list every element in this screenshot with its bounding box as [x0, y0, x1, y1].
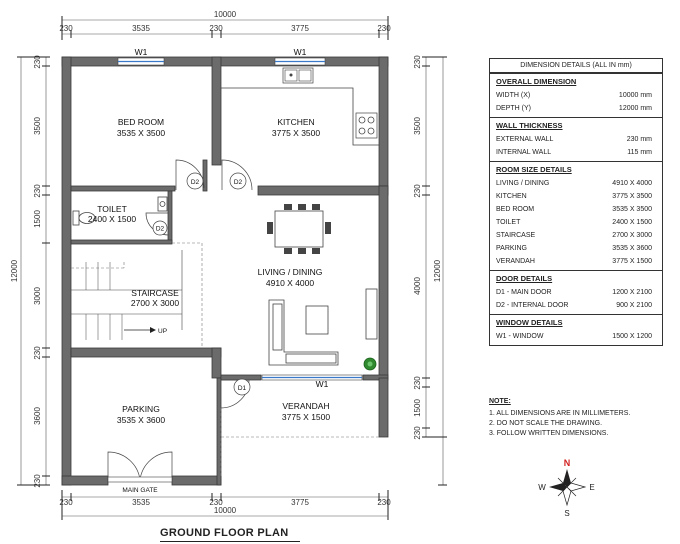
staircase-name: STAIRCASE: [131, 288, 179, 298]
toilet-size: 2400 X 1500: [87, 214, 137, 224]
door-tag-main: D1: [237, 385, 247, 392]
door-tag-toilet: D2: [155, 225, 165, 233]
dim-right-wall-1: 230: [413, 55, 422, 69]
row-label: D1 - MAIN DOOR: [496, 289, 552, 296]
dim-top-wall-1: 230: [59, 24, 73, 33]
room-size-section: [490, 161, 662, 270]
dim-bottom-verandah-width: 3775: [291, 498, 309, 507]
door-section: [490, 270, 662, 314]
row-label: TOILET: [496, 219, 521, 226]
living-name: LIVING / DINING: [257, 267, 323, 277]
row-value: 1200 X 2100: [612, 289, 652, 296]
row-label: DEPTH (Y): [496, 105, 531, 112]
row-value: 3775 X 3500: [612, 193, 652, 200]
window-tag-verandah: W1: [315, 379, 329, 389]
row-value: 115 mm: [627, 149, 652, 156]
dim-left-wall-1: 230: [33, 55, 42, 69]
compass-rose: [538, 458, 594, 518]
dining-table: [267, 204, 331, 254]
right-dimensions: [413, 55, 447, 485]
row-label: STAIRCASE: [496, 232, 536, 239]
row-label: PARKING: [496, 245, 527, 252]
bedroom-name: BED ROOM: [117, 117, 165, 127]
dim-top-wall-3: 230: [377, 24, 391, 33]
row-label: VERANDAH: [496, 258, 535, 265]
parking-name: PARKING: [122, 404, 160, 414]
walls: [62, 57, 388, 485]
table-row: [496, 146, 656, 159]
dim-left-staircase-depth: 3000: [33, 287, 42, 305]
dim-right-verandah-depth: 1500: [413, 399, 422, 417]
toilet-name: TOILET: [97, 204, 127, 214]
wall-heading: WALL THICKNESS: [496, 121, 563, 130]
row-label: KITCHEN: [496, 193, 527, 200]
row-label: LIVING / DINING: [496, 180, 550, 187]
dim-right-kitchen-depth: 3500: [413, 117, 422, 135]
row-value: 900 X 2100: [616, 302, 652, 309]
row-value: 3775 X 1500: [612, 258, 652, 265]
table-row: [496, 286, 656, 299]
staircase-up-label: UP: [158, 328, 168, 335]
dim-left-wall-4: 230: [33, 474, 42, 488]
dim-left-bedroom-depth: 3500: [33, 117, 42, 135]
door-heading: DOOR DETAILS: [496, 274, 553, 283]
dim-bottom-total: 10000: [213, 506, 237, 515]
table-row: [496, 299, 656, 312]
row-value: 2700 X 3000: [612, 232, 652, 239]
row-value: 3535 X 3500: [612, 206, 652, 213]
dim-right-wall-4: 230: [413, 426, 422, 440]
table-row: [496, 255, 656, 268]
dim-left-wall-2: 230: [33, 184, 42, 198]
row-label: WIDTH (X): [496, 92, 531, 99]
compass-n: N: [563, 458, 571, 468]
table-row: [496, 242, 656, 255]
table-row: [496, 203, 656, 216]
window-tag-bedroom: W1: [134, 47, 148, 57]
window-heading: WINDOW DETAILS: [496, 318, 563, 327]
plan-title-underline: [160, 541, 300, 542]
dim-top-bedroom-width: 3535: [132, 24, 150, 33]
notes-block: [489, 398, 630, 440]
row-value: 2400 X 1500: [612, 219, 652, 226]
dim-bottom-wall-2: 230: [209, 498, 223, 507]
bottom-dimensions: [59, 490, 391, 520]
note-item: 2. DO NOT SCALE THE DRAWING.: [489, 420, 603, 427]
sofa-set: [269, 289, 377, 370]
row-value: 3535 X 3600: [612, 245, 652, 252]
row-label: INTERNAL WALL: [496, 149, 552, 156]
note-item: 1. ALL DIMENSIONS ARE IN MILLIMETERS.: [489, 410, 631, 417]
dim-top-wall-2: 230: [209, 24, 223, 33]
table-row: [496, 133, 656, 146]
compass-e: E: [589, 483, 595, 492]
door-tag-kitchen: D2: [233, 179, 243, 186]
dim-left-parking-depth: 3600: [33, 407, 42, 425]
kitchen-size: 3775 X 3500: [271, 128, 321, 138]
room-size-heading: ROOM SIZE DETAILS: [496, 165, 572, 174]
table-row: [496, 229, 656, 242]
table-caption: DIMENSION DETAILS (ALL IN mm): [490, 59, 662, 73]
kitchen-name: KITCHEN: [277, 117, 315, 127]
dim-left-toilet-depth: 1500: [33, 210, 42, 228]
row-label: BED ROOM: [496, 206, 535, 213]
window-section: [490, 314, 662, 345]
windows: [118, 47, 362, 389]
notes-heading: NOTE:: [489, 398, 511, 405]
plan-title: GROUND FLOOR PLAN: [160, 527, 289, 539]
verandah-name: VERANDAH: [282, 401, 330, 411]
left-dimensions: [10, 55, 50, 488]
row-label: D2 - INTERNAL DOOR: [496, 302, 569, 309]
staircase-size: 2700 X 3000: [130, 298, 180, 308]
row-value: 230 mm: [626, 136, 652, 143]
compass-w: W: [538, 483, 546, 492]
living-size: 4910 X 4000: [265, 278, 315, 288]
door-tag-bedroom: D2: [190, 179, 200, 186]
row-value: 4910 X 4000: [612, 180, 652, 187]
table-row: [496, 190, 656, 203]
row-label: EXTERNAL WALL: [496, 136, 554, 143]
parking-size: 3535 X 3600: [116, 415, 166, 425]
dim-bottom-wall-3: 230: [377, 498, 391, 507]
row-label: W1 - WINDOW: [496, 333, 544, 340]
overall-section: [490, 73, 662, 117]
dim-right-wall-2: 230: [413, 184, 422, 198]
dim-right-living-depth: 4000: [413, 277, 422, 295]
note-item: 3. FOLLOW WRITTEN DIMENSIONS.: [489, 430, 609, 437]
table-row: [496, 177, 656, 190]
table-row: [496, 330, 656, 343]
dim-left-wall-3: 230: [33, 346, 42, 360]
dim-bottom-wall-1: 230: [59, 498, 73, 507]
overall-heading: OVERALL DIMENSION: [496, 77, 577, 86]
dimension-details-table: [489, 58, 663, 346]
doors: [108, 160, 252, 494]
row-value: 12000 mm: [618, 105, 652, 112]
compass-s: S: [564, 509, 570, 518]
table-row: [496, 102, 656, 115]
dim-right-total: 12000: [433, 259, 442, 283]
main-gate-label: MAIN GATE: [122, 487, 158, 494]
wall-section: [490, 117, 662, 161]
row-value: 1500 X 1200: [612, 333, 652, 340]
top-dimensions: [59, 10, 391, 40]
row-value: 10000 mm: [618, 92, 652, 99]
dim-bottom-parking-width: 3535: [132, 498, 150, 507]
bedroom-size: 3535 X 3500: [116, 128, 166, 138]
dim-top-kitchen-width: 3775: [291, 24, 309, 33]
window-tag-kitchen: W1: [293, 47, 307, 57]
table-row: [496, 216, 656, 229]
dim-right-wall-3: 230: [413, 376, 422, 390]
table-row: [496, 89, 656, 102]
dim-top-total: 10000: [213, 10, 237, 19]
verandah-size: 3775 X 1500: [281, 412, 331, 422]
dim-left-total: 12000: [10, 259, 19, 283]
